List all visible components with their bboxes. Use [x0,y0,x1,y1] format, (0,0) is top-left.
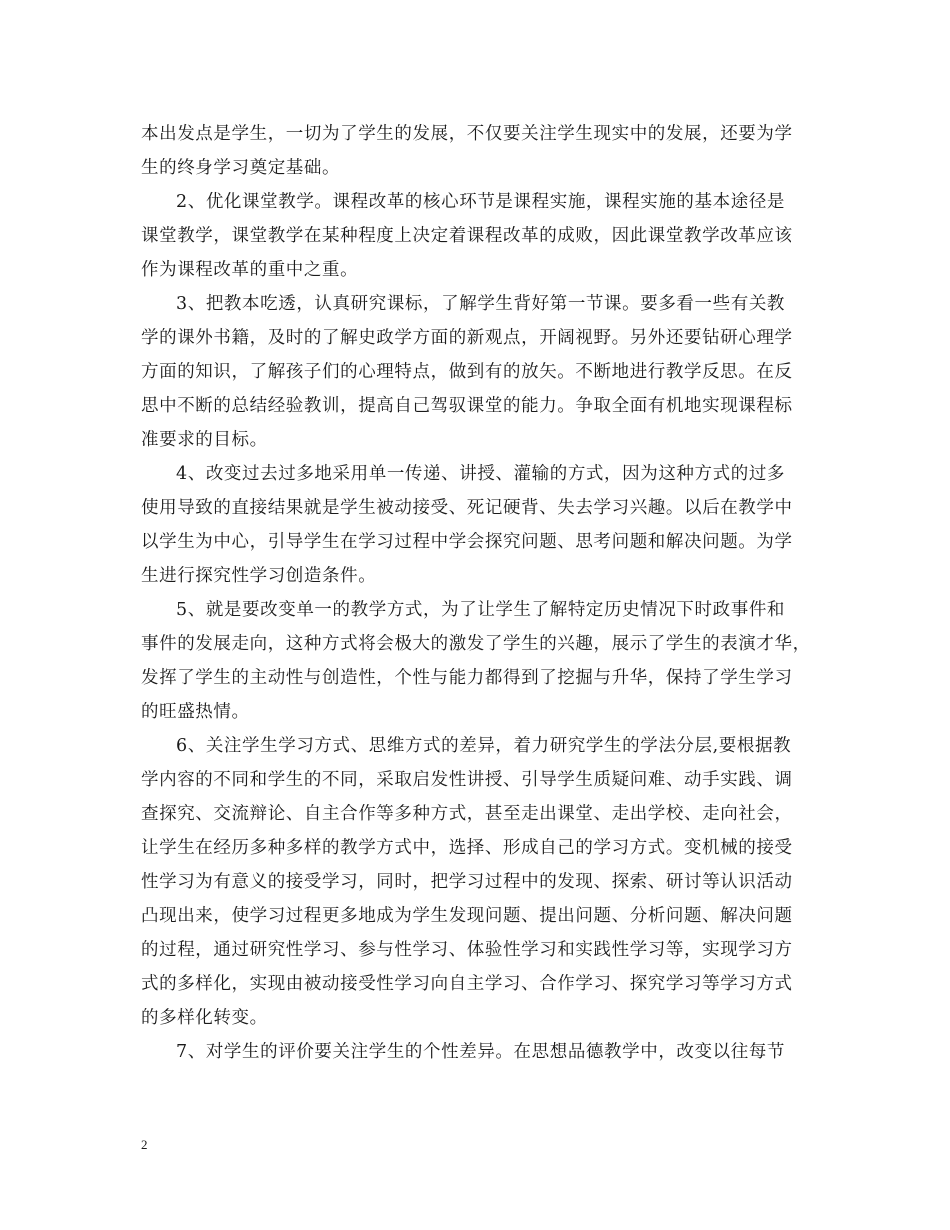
text-line: 的过程，通过研究性学习、参与性学习、体验性学习和实践性学习等，实现学习方 [141,940,793,960]
text-line: 查探究、交流辩论、自主合作等多种方式，甚至走出课堂、走出学校、走向社会， [141,804,793,824]
text-line: 方面的知识，了解孩子们的心理特点，做到有的放矢。不断地进行教学反思。在反 [141,362,793,382]
text-line: 2、优化课堂教学。课程改革的核心环节是课程实施，课程实施的基本途径是 [176,192,786,212]
text-line: 使用导致的直接结果就是学生被动接受、死记硬背、失去学习兴趣。以后在教学中 [141,498,793,518]
text-line: 式的多样化，实现由被动接受性学习向自主学习、合作学习、探究学习等学习方式 [141,974,793,994]
text-line: 的多样化转变。 [141,1008,268,1028]
text-line: 学内容的不同和学生的不同，采取启发性讲授、引导学生质疑问难、动手实践、调 [141,770,793,790]
text-line: 事件的发展走向，这种方式将会极大的激发了学生的兴趣，展示了学生的表演才华， [141,634,811,654]
text-line: 学的课外书籍，及时的了解史政学方面的新观点，开阔视野。另外还要钻研心理学 [141,328,793,348]
text-line: 以学生为中心，引导学生在学习过程中学会探究问题、思考问题和解决问题。为学 [141,532,793,552]
text-line: 凸现出来，使学习过程更多地成为学生发现问题、提出问题、分析问题、解决问题 [141,906,793,926]
text-line: 准要求的目标。 [141,430,268,450]
text-line: 6、关注学生学习方式、思维方式的差异，着力研究学生的学法分层,要根据教 [176,736,792,756]
text-line: 性学习为有意义的接受学习，同时，把学习过程中的发现、探索、研讨等认识活动 [141,872,793,892]
text-line: 4、改变过去过多地采用单一传递、讲授、灌输的方式，因为这种方式的过多 [176,464,786,484]
text-line: 3、把教本吃透，认真研究课标，了解学生背好第一节课。要多看一些有关教 [176,294,786,314]
text-line: 7、对学生的评价要关注学生的个性差异。在思想品德教学中，改变以往每节 [176,1042,786,1062]
text-line: 生的终身学习奠定基础。 [141,158,341,178]
page-number: 2 [141,1137,148,1152]
text-line: 的旺盛热情。 [141,702,250,722]
text-line: 让学生在经历多种多样的教学方式中，选择、形成自己的学习方式。变机械的接受 [141,838,793,858]
text-line: 5、就是要改变单一的教学方式，为了让学生了解特定历史情况下时政事件和 [176,600,786,620]
text-line: 课堂教学，课堂教学在某种程度上决定着课程改革的成败，因此课堂教学改革应该 [141,226,793,246]
text-line: 发挥了学生的主动性与创造性，个性与能力都得到了挖掘与升华，保持了学生学习 [141,668,793,688]
text-line: 生进行探究性学习创造条件。 [141,566,377,586]
text-line: 思中不断的总结经验教训，提高自己驾驭课堂的能力。争取全面有机地实现课程标 [141,396,793,416]
text-line: 作为课程改革的重中之重。 [141,260,359,280]
text-line: 本出发点是学生，一切为了学生的发展，不仅要关注学生现实中的发展，还要为学 [141,124,793,144]
